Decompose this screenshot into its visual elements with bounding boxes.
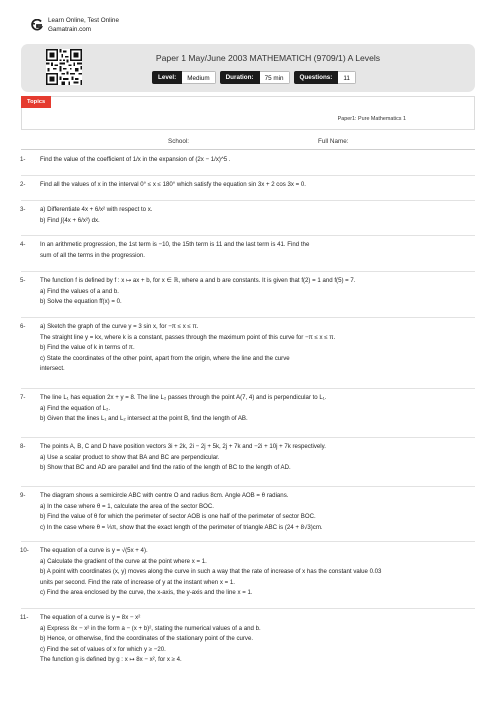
paper-info-row — [152, 71, 356, 84]
question-body — [40, 393, 475, 425]
question-divider — [21, 608, 475, 609]
question-line: c) Find the area enclosed by the curve, the x-axis, the y-axis and the line x = 1. — [40, 589, 253, 597]
question-line: b) Show that BC and AD are parallel and find the ratio of the length of BC to the length of AD. — [40, 464, 291, 472]
question-number: 6- — [20, 323, 26, 330]
question-item — [20, 393, 475, 425]
question-item — [20, 546, 475, 599]
question-line: The line L₁ has equation 2x + y = 8. The line L₂ passes through the point A(7, 4) and is perpendicular to L₁. — [40, 394, 327, 401]
question-line: b) Given that the lines L₁ and L₂ intersect at the point B, find the length of AB. — [40, 415, 248, 423]
question-item — [20, 276, 475, 308]
questions-pill — [294, 71, 356, 84]
paper-title: Paper 1 May/June 2003 MATHEMATICH (9709/1) A Levels — [155, 53, 381, 63]
question-item — [20, 442, 475, 474]
question-divider — [21, 235, 475, 236]
topics-box — [21, 96, 475, 130]
brand-tagline: Learn Online, Test Online — [48, 17, 119, 24]
topics-tab[interactable]: Topics — [21, 96, 51, 108]
question-line: units per second. Find the rate of increase of y at the instant when x = 1. — [40, 578, 235, 586]
question-line: b) Hence, or otherwise, find the coordinates of the stationary point of the curve. — [40, 635, 254, 643]
questions-value: 11 — [338, 71, 356, 84]
question-body — [40, 322, 475, 375]
question-divider — [21, 175, 475, 176]
level-pill — [152, 71, 216, 84]
brand-site[interactable]: Gamatrain.com — [48, 26, 92, 33]
question-line: c) Find the set of values of x for which y ≥ −20. — [40, 645, 166, 653]
question-line: intersect. — [40, 365, 65, 373]
question-line: a) Find the values of a and b. — [40, 287, 119, 295]
question-line: c) In the case where θ = ⅓π, show that the exact length of the perimeter of triangle ABC is (24 + 8√3)cm. — [40, 523, 323, 531]
question-line: The equation of a curve is y = 8x − x² — [40, 614, 141, 621]
question-body — [40, 276, 475, 308]
duration-pill — [220, 71, 290, 84]
question-number: 8- — [20, 443, 26, 450]
question-number: 9- — [20, 492, 26, 499]
question-divider — [21, 486, 475, 487]
question-line: b) Find the value of k in terms of π. — [40, 344, 135, 352]
brand-header — [30, 16, 119, 34]
question-divider — [21, 200, 475, 201]
question-body — [40, 442, 475, 474]
question-line: a) In the case where θ = 1, calculate the area of the sector BOC. — [40, 502, 214, 510]
question-number: 2- — [20, 181, 26, 188]
school-label: School: — [168, 138, 190, 145]
question-item — [20, 155, 475, 166]
question-number: 10- — [20, 547, 29, 554]
question-line: The equation of a curve is y = √(5x + 4). — [40, 547, 148, 554]
question-number: 1- — [20, 156, 26, 163]
question-line: In an arithmetic progression, the 1st term is −10, the 15th term is 11 and the last term is 41. Find the — [40, 241, 310, 248]
question-line: The diagram shows a semicircle ABC with centre O and radius 8cm. Angle AOB = θ radians. — [40, 492, 289, 499]
question-number: 5- — [20, 277, 26, 284]
full-name-label: Full Name: — [318, 138, 349, 145]
question-number: 11- — [20, 614, 29, 621]
question-number: 7- — [20, 394, 26, 401]
question-body — [40, 491, 475, 533]
question-number: 3- — [20, 206, 26, 213]
gamatrain-logo-icon — [30, 19, 43, 31]
level-value: Medium — [182, 71, 215, 84]
question-line: a) Use a scalar product to show that BA and BC are perpendicular. — [40, 453, 220, 461]
question-item — [20, 491, 475, 533]
topic-subtitle: Paper1: Pure Mathematics 1 — [337, 116, 406, 122]
question-line: The straight line y = kx, where k is a constant, passes through the maximum point of this curve for −π ≤ x ≤ π. — [40, 333, 336, 341]
question-line: b) Find ∫(4x + 6/x²) dx. — [40, 216, 100, 224]
question-line: Find all the values of x in the interval 0° ≤ x ≤ 180° which satisfy the equation sin 3x + 2 cos 3x = 0. — [40, 181, 306, 188]
question-body — [40, 205, 475, 226]
question-line: a) Find the equation of L₂. — [40, 404, 111, 412]
question-line: b) A point with coordinates (x, y) moves along the curve in such a way that the rate of increase of x has the constant value 0.03 — [40, 568, 382, 576]
question-line: b) Find the value of θ for which the perimeter of sector AOB is one half of the perimeter of sector BOC. — [40, 513, 316, 521]
question-divider — [21, 541, 475, 542]
duration-value: 75 min — [260, 71, 290, 84]
question-line: The function f is defined by f : x ↦ ax + b, for x ∈ ℝ, where a and b are constants. It is given that f(2) = 1 and f(5) = 7. — [40, 277, 356, 284]
question-number: 4- — [20, 241, 26, 248]
question-item — [20, 240, 475, 261]
question-item — [20, 613, 475, 666]
question-line: a) Differentiate 4x + 6/x² with respect to x. — [40, 206, 153, 213]
question-body — [40, 546, 475, 599]
question-divider — [21, 388, 475, 389]
question-divider — [21, 437, 475, 438]
question-body — [40, 155, 475, 166]
duration-label: Duration: — [220, 71, 260, 84]
question-line: c) State the coordinates of the other point, apart from the origin, where the line and the curve — [40, 354, 290, 362]
paper-header-band — [21, 44, 475, 92]
question-line: a) Calculate the gradient of the curve at the point where x = 1. — [40, 557, 207, 565]
question-item — [20, 322, 475, 375]
question-body — [40, 613, 475, 666]
question-body — [40, 240, 475, 261]
divider — [21, 149, 475, 150]
question-item — [20, 180, 475, 191]
question-line: The points A, B, C and D have position vectors 3i + 2k, 2i − 2j + 5k, 2j + 7k and −2i + 10j + 7k respectively. — [40, 443, 326, 450]
question-item — [20, 205, 475, 226]
question-line: Find the value of the coefficient of 1/x in the expansion of (2x − 1/x)^5 . — [40, 156, 231, 163]
question-line: a) Express 8x − x² in the form a − (x + b)², stating the numerical values of a and b. — [40, 624, 261, 632]
question-line: sum of all the terms in the progression. — [40, 251, 145, 259]
level-label: Level: — [152, 71, 182, 84]
question-line: The function g is defined by g : x ↦ 8x − x², for x ≥ 4. — [40, 656, 182, 664]
question-divider — [21, 317, 475, 318]
question-divider — [21, 271, 475, 272]
question-line: b) Solve the equation ff(x) = 0. — [40, 298, 122, 306]
questions-label: Questions: — [294, 71, 339, 84]
question-line: a) Sketch the graph of the curve y = 3 sin x, for −π ≤ x ≤ π. — [40, 323, 199, 330]
question-body — [40, 180, 475, 191]
